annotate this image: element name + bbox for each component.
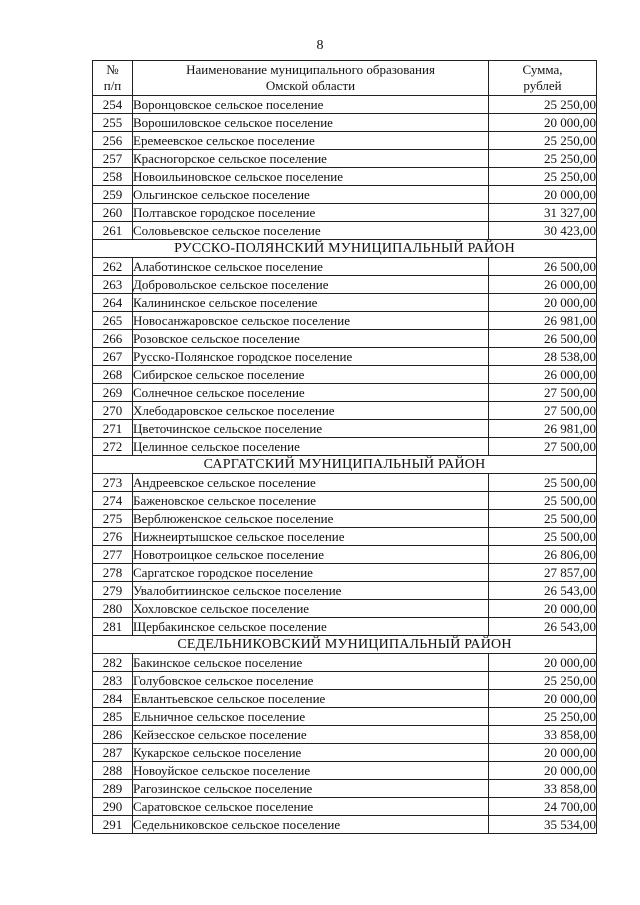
row-number: 288 xyxy=(93,762,133,780)
row-number: 286 xyxy=(93,726,133,744)
table-header xyxy=(93,61,597,96)
row-name: Ольгинское сельское поселение xyxy=(133,186,489,204)
row-name: Соловьевское сельское поселение xyxy=(133,222,489,240)
row-sum: 27 500,00 xyxy=(489,402,597,420)
row-number: 258 xyxy=(93,168,133,186)
row-name: Кукарское сельское поселение xyxy=(133,744,489,762)
row-sum: 20 000,00 xyxy=(489,762,597,780)
row-number: 261 xyxy=(93,222,133,240)
row-name: Добровольское сельское поселение xyxy=(133,276,489,294)
row-name: Нижнеиртышское сельское поселение xyxy=(133,528,489,546)
allocation-table xyxy=(92,60,597,834)
table-row xyxy=(93,672,597,690)
row-sum: 28 538,00 xyxy=(489,348,597,366)
row-number: 267 xyxy=(93,348,133,366)
row-number: 285 xyxy=(93,708,133,726)
row-number: 276 xyxy=(93,528,133,546)
section-row xyxy=(93,456,597,474)
row-name: Воронцовское сельское поселение xyxy=(133,96,489,114)
row-name: Андреевское сельское поселение xyxy=(133,474,489,492)
row-number: 275 xyxy=(93,510,133,528)
row-sum: 25 500,00 xyxy=(489,474,597,492)
row-sum: 31 327,00 xyxy=(489,204,597,222)
header-number-line1: № xyxy=(106,62,119,77)
row-number: 262 xyxy=(93,258,133,276)
row-name: Голубовское сельское поселение xyxy=(133,672,489,690)
row-name: Верблюженское сельское поселение xyxy=(133,510,489,528)
row-name: Новосанжаровское сельское поселение xyxy=(133,312,489,330)
row-sum: 27 857,00 xyxy=(489,564,597,582)
table-row xyxy=(93,690,597,708)
row-name: Щербакинское сельское поселение xyxy=(133,618,489,636)
row-number: 265 xyxy=(93,312,133,330)
row-sum: 26 000,00 xyxy=(489,366,597,384)
table-row xyxy=(93,312,597,330)
row-name: Ельничное сельское поселение xyxy=(133,708,489,726)
row-sum: 25 500,00 xyxy=(489,528,597,546)
table-row xyxy=(93,546,597,564)
row-number: 283 xyxy=(93,672,133,690)
row-sum: 30 423,00 xyxy=(489,222,597,240)
header-name-line2: Омской области xyxy=(265,78,356,93)
row-sum: 20 000,00 xyxy=(489,654,597,672)
row-number: 281 xyxy=(93,618,133,636)
table-row xyxy=(93,726,597,744)
row-sum: 26 981,00 xyxy=(489,420,597,438)
row-name: Хлебодаровское сельское поселение xyxy=(133,402,489,420)
row-number: 268 xyxy=(93,366,133,384)
section-title: РУССКО-ПОЛЯНСКИЙ МУНИЦИПАЛЬНЫЙ РАЙОН xyxy=(93,240,597,258)
row-sum: 26 500,00 xyxy=(489,330,597,348)
row-number: 264 xyxy=(93,294,133,312)
row-number: 256 xyxy=(93,132,133,150)
row-sum: 25 250,00 xyxy=(489,168,597,186)
row-name: Седельниковское сельское поселение xyxy=(133,816,489,834)
section-title: СЕДЕЛЬНИКОВСКИЙ МУНИЦИПАЛЬНЫЙ РАЙОН xyxy=(93,636,597,654)
row-number: 266 xyxy=(93,330,133,348)
table-row xyxy=(93,420,597,438)
row-name: Кейзесское сельское поселение xyxy=(133,726,489,744)
row-name: Баженовское сельское поселение xyxy=(133,492,489,510)
row-number: 255 xyxy=(93,114,133,132)
header-number-line2: п/п xyxy=(103,78,122,93)
row-sum: 35 534,00 xyxy=(489,816,597,834)
row-sum: 25 250,00 xyxy=(489,96,597,114)
table-row xyxy=(93,762,597,780)
row-sum: 26 806,00 xyxy=(489,546,597,564)
table-row xyxy=(93,366,597,384)
row-sum: 20 000,00 xyxy=(489,114,597,132)
row-name: Увалобитиинское сельское поселение xyxy=(133,582,489,600)
row-sum: 20 000,00 xyxy=(489,294,597,312)
table-row xyxy=(93,204,597,222)
row-number: 273 xyxy=(93,474,133,492)
table-row xyxy=(93,600,597,618)
section-title: САРГАТСКИЙ МУНИЦИПАЛЬНЫЙ РАЙОН xyxy=(93,456,597,474)
row-number: 269 xyxy=(93,384,133,402)
row-number: 280 xyxy=(93,600,133,618)
row-name: Евлантьевское сельское поселение xyxy=(133,690,489,708)
table-row xyxy=(93,276,597,294)
row-sum: 20 000,00 xyxy=(489,600,597,618)
row-number: 260 xyxy=(93,204,133,222)
row-sum: 25 250,00 xyxy=(489,150,597,168)
row-sum: 24 700,00 xyxy=(489,798,597,816)
row-sum: 20 000,00 xyxy=(489,690,597,708)
row-sum: 20 000,00 xyxy=(489,744,597,762)
table-row xyxy=(93,222,597,240)
row-name: Новотроицкое сельское поселение xyxy=(133,546,489,564)
table-row xyxy=(93,96,597,114)
row-name: Русско-Полянское городское поселение xyxy=(133,348,489,366)
header-number xyxy=(93,61,133,96)
table-row xyxy=(93,474,597,492)
table-row xyxy=(93,438,597,456)
row-sum: 25 500,00 xyxy=(489,492,597,510)
table-row xyxy=(93,168,597,186)
row-name: Новоуйское сельское поселение xyxy=(133,762,489,780)
row-name: Красногорское сельское поселение xyxy=(133,150,489,168)
row-name: Алаботинское сельское поселение xyxy=(133,258,489,276)
row-number: 282 xyxy=(93,654,133,672)
table-row xyxy=(93,330,597,348)
row-name: Целинное сельское поселение xyxy=(133,438,489,456)
row-number: 277 xyxy=(93,546,133,564)
table-row xyxy=(93,132,597,150)
row-number: 263 xyxy=(93,276,133,294)
row-name: Розовское сельское поселение xyxy=(133,330,489,348)
row-name: Ворошиловское сельское поселение xyxy=(133,114,489,132)
row-number: 289 xyxy=(93,780,133,798)
row-name: Цветочинское сельское поселение xyxy=(133,420,489,438)
table-row xyxy=(93,186,597,204)
row-sum: 27 500,00 xyxy=(489,438,597,456)
table-row xyxy=(93,654,597,672)
row-name: Новоильиновское сельское поселение xyxy=(133,168,489,186)
row-name: Саргатское городское поселение xyxy=(133,564,489,582)
row-sum: 26 500,00 xyxy=(489,258,597,276)
row-name: Полтавское городское поселение xyxy=(133,204,489,222)
table-row xyxy=(93,816,597,834)
row-number: 272 xyxy=(93,438,133,456)
header-sum-line1: Сумма, xyxy=(522,62,563,77)
row-number: 284 xyxy=(93,690,133,708)
row-number: 290 xyxy=(93,798,133,816)
table-row xyxy=(93,564,597,582)
table-row xyxy=(93,258,597,276)
row-sum: 27 500,00 xyxy=(489,384,597,402)
row-sum: 26 543,00 xyxy=(489,582,597,600)
section-row xyxy=(93,240,597,258)
page-number: 8 xyxy=(316,38,324,53)
table-row xyxy=(93,708,597,726)
row-name: Калининское сельское поселение xyxy=(133,294,489,312)
row-sum: 25 250,00 xyxy=(489,132,597,150)
table-row xyxy=(93,294,597,312)
row-name: Саратовское сельское поселение xyxy=(133,798,489,816)
section-row xyxy=(93,636,597,654)
row-name: Солнечное сельское поселение xyxy=(133,384,489,402)
row-number: 274 xyxy=(93,492,133,510)
row-name: Бакинское сельское поселение xyxy=(133,654,489,672)
table-row xyxy=(93,780,597,798)
table-row xyxy=(93,114,597,132)
table-row xyxy=(93,150,597,168)
row-number: 287 xyxy=(93,744,133,762)
row-number: 291 xyxy=(93,816,133,834)
table-row xyxy=(93,492,597,510)
row-sum: 26 000,00 xyxy=(489,276,597,294)
row-number: 259 xyxy=(93,186,133,204)
row-name: Сибирское сельское поселение xyxy=(133,366,489,384)
table-row xyxy=(93,384,597,402)
table-row xyxy=(93,618,597,636)
header-name xyxy=(133,61,489,96)
row-number: 271 xyxy=(93,420,133,438)
row-sum: 26 981,00 xyxy=(489,312,597,330)
table-row xyxy=(93,528,597,546)
row-name: Рагозинское сельское поселение xyxy=(133,780,489,798)
row-sum: 25 500,00 xyxy=(489,510,597,528)
header-name-line1: Наименование муниципального образования xyxy=(186,62,435,77)
row-sum: 33 858,00 xyxy=(489,726,597,744)
table-row xyxy=(93,582,597,600)
header-sum xyxy=(489,61,597,96)
table-row xyxy=(93,510,597,528)
table-row xyxy=(93,348,597,366)
header-sum-line2: рублей xyxy=(523,78,562,93)
row-sum: 25 250,00 xyxy=(489,708,597,726)
table-row xyxy=(93,744,597,762)
row-sum: 33 858,00 xyxy=(489,780,597,798)
row-number: 257 xyxy=(93,150,133,168)
row-sum: 20 000,00 xyxy=(489,186,597,204)
row-number: 254 xyxy=(93,96,133,114)
table-row xyxy=(93,798,597,816)
row-sum: 25 250,00 xyxy=(489,672,597,690)
row-name: Хохловское сельское поселение xyxy=(133,600,489,618)
row-number: 279 xyxy=(93,582,133,600)
row-sum: 26 543,00 xyxy=(489,618,597,636)
row-number: 270 xyxy=(93,402,133,420)
table-row xyxy=(93,402,597,420)
row-number: 278 xyxy=(93,564,133,582)
row-name: Еремеевское сельское поселение xyxy=(133,132,489,150)
table-body xyxy=(93,96,597,834)
